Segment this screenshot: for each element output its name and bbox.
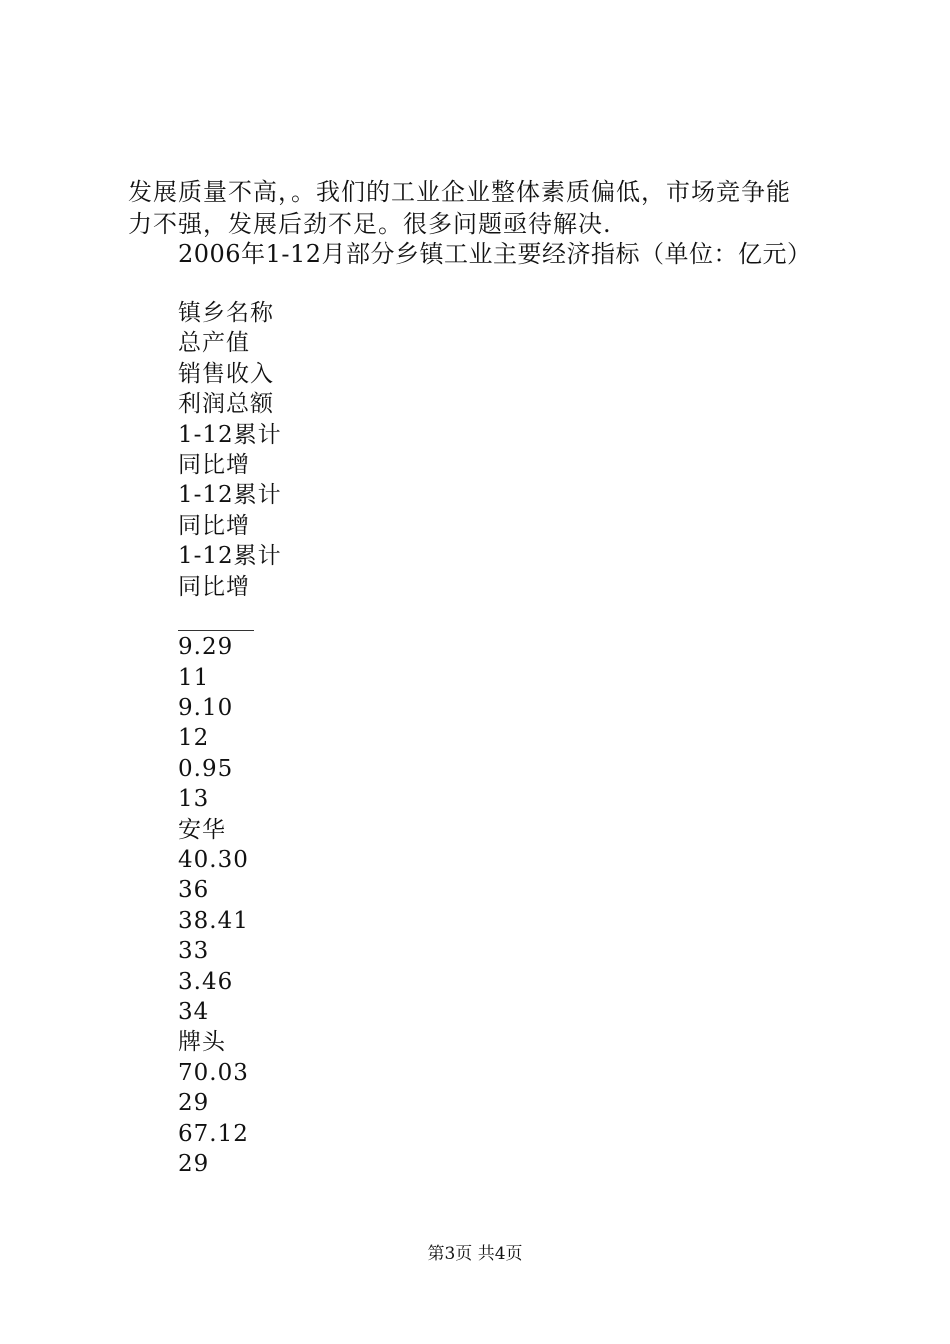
data-cell: 70.03 xyxy=(178,1059,249,1086)
data-cell: 33 xyxy=(178,938,210,965)
header-cell: 1-12累计 xyxy=(178,421,282,448)
header-cell: 同比增 xyxy=(178,573,250,600)
header-cell: 销售收入 xyxy=(178,360,274,387)
data-cell: 9.29 xyxy=(178,634,234,661)
data-cell: 0.95 xyxy=(178,755,234,782)
table-caption: 2006年1-12月部分乡镇工业主要经济指标（单位：亿元） xyxy=(178,240,812,268)
paragraph-line: 力不强，发展后劲不足。很多问题亟待解决. xyxy=(128,210,612,238)
town-name-cell: 安华 xyxy=(178,816,226,843)
data-cell: 29 xyxy=(178,1090,210,1117)
header-cell: 利润总额 xyxy=(178,391,274,418)
header-cell: 总产值 xyxy=(178,330,250,357)
data-cell: 34 xyxy=(178,998,210,1025)
data-cell: 13 xyxy=(178,786,210,813)
page-footer: 第3页 共4页 xyxy=(427,1244,523,1264)
header-cell: 同比增 xyxy=(178,451,250,478)
data-cell: 29 xyxy=(178,1150,210,1177)
data-cell: 40.30 xyxy=(178,847,249,874)
data-cell: 9.10 xyxy=(178,695,234,722)
data-cell: 38.41 xyxy=(178,907,249,934)
town-name-cell: 牌头 xyxy=(178,1029,226,1056)
data-cell: 36 xyxy=(178,877,210,904)
data-cell: 12 xyxy=(178,725,210,752)
data-cell: 67.12 xyxy=(178,1120,249,1147)
header-cell: 1-12累计 xyxy=(178,482,282,509)
data-cell: 11 xyxy=(178,664,210,691)
data-cell: 3.46 xyxy=(178,968,234,995)
header-cell: 同比增 xyxy=(178,512,250,539)
body-paragraph xyxy=(128,176,832,240)
underline-divider xyxy=(178,630,254,631)
blank-town-cell xyxy=(178,602,282,632)
header-cell: 镇乡名称 xyxy=(178,300,274,326)
paragraph-line: 发展质量不高，。我们的工业企业整体素质偏低，市场竞争能 xyxy=(128,178,791,206)
header-cell: 1-12累计 xyxy=(178,543,282,570)
table-cells-column xyxy=(178,298,282,1179)
